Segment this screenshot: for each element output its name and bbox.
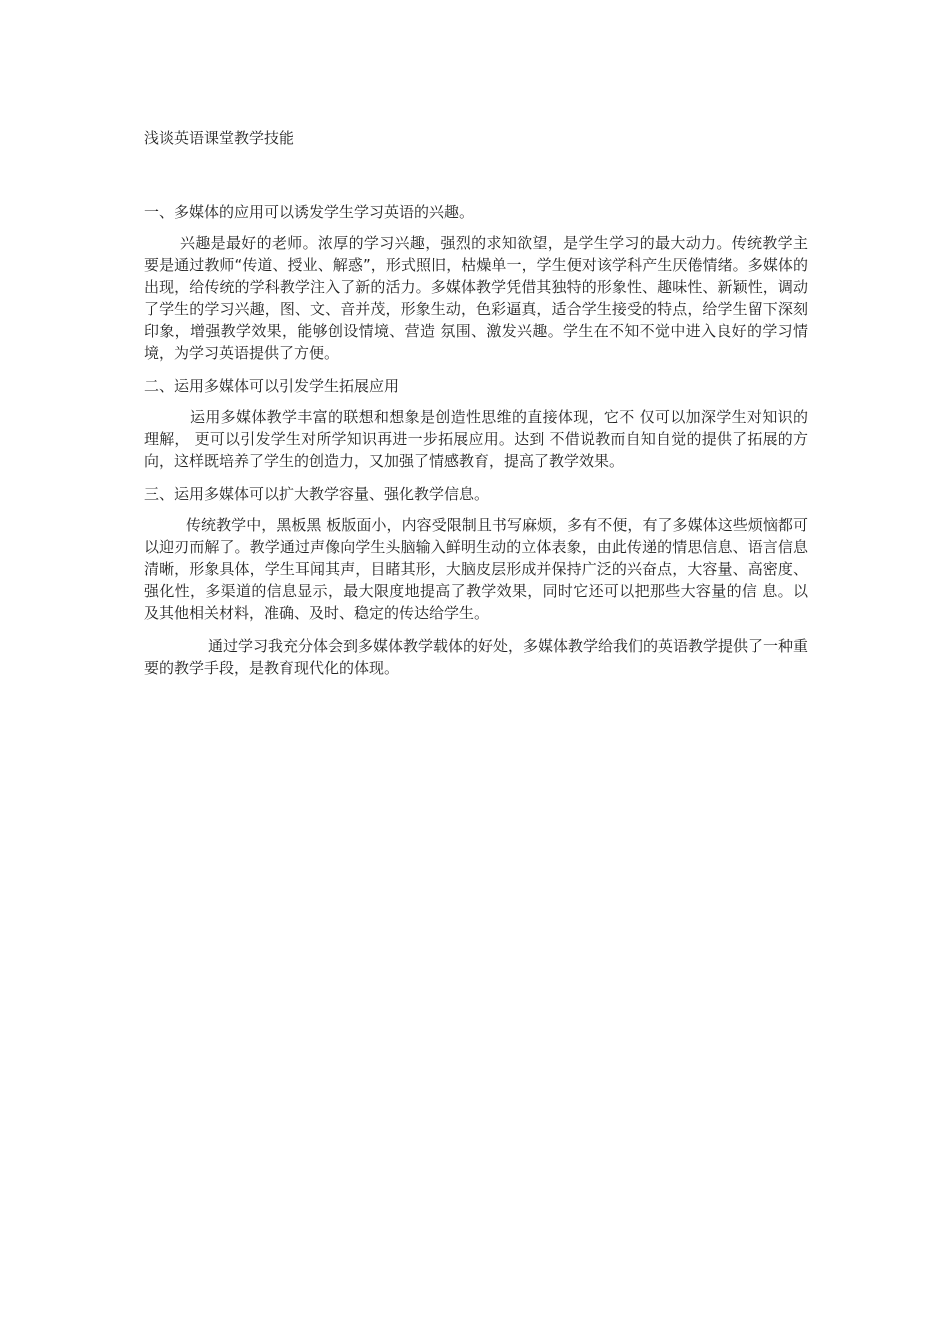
document-title: 浅谈英语课堂教学技能 bbox=[144, 129, 295, 147]
section-paragraph: 兴趣是最好的老师。浓厚的学习兴趣，强烈的求知欲望，是学生学习的最大动力。传统教学主要是通过教师“传道、授业、解惑”，形式照旧，枯燥单一，学生便对该学科产生厌倦情绪。多媒体的出现，给传统的学科教学注入了新的活力。多媒体教学凭借其独特的形象性、趣味性、新颖性，调动了学生的学习兴趣，图、文、音并茂，形象生动，色彩逼真，适合学生接受的特点，给学生留下深刻印象，增强教学效果，能够创设情境、营造 氛围、激发兴趣。学生在不知不觉中进入良好的学习情境，为学习英语提供了方便。 bbox=[144, 234, 808, 362]
section-3 bbox=[144, 483, 808, 624]
section-heading: 二、运用多媒体可以引发学生拓展应用 bbox=[144, 377, 400, 395]
section-paragraph: 传统教学中，黑板黑 板版面小，内容受限制且书写麻烦，多有不便，有了多媒体这些烦恼都可以迎刃而解了。教学通过声像向学生头脑输入鲜明生动的立体表象，由此传递的情思信息、语言信息清晰，形象具体，学生耳闻其声，目睹其形，大脑皮层形成并保持广泛的兴奋点，大容量、高密度、强化性，多渠道的信息显示，最大限度地提高了教学效果，同时它还可以把那些大容量的信 息。以及其他相关材料，准确、及时、稳定的传达给学生。 bbox=[144, 516, 808, 622]
section-2 bbox=[144, 375, 808, 472]
section-1 bbox=[144, 201, 808, 364]
closing-paragraph: 通过学习我充分体会到多媒体教学载体的好处，多媒体教学给我们的英语教学提供了一种重要的教学手段，是教育现代化的体现。 bbox=[144, 637, 809, 677]
section-heading: 三、运用多媒体可以扩大教学容量、强化教学信息。 bbox=[144, 485, 490, 503]
document-body bbox=[144, 201, 808, 690]
document-page bbox=[144, 0, 808, 1344]
section-paragraph: 运用多媒体教学丰富的联想和想象是创造性思维的直接体现，它不 仅可以加深学生对知识的理解， 更可以引发学生对所学知识再进一步拓展应用。达到 不借说教而自知自觉的提供了拓展的方向，这样既培养了学生的创造力，又加强了情感教育，提高了教学效果。 bbox=[144, 408, 808, 470]
section-heading: 一、多媒体的应用可以诱发学生学习英语的兴趣。 bbox=[144, 203, 475, 221]
